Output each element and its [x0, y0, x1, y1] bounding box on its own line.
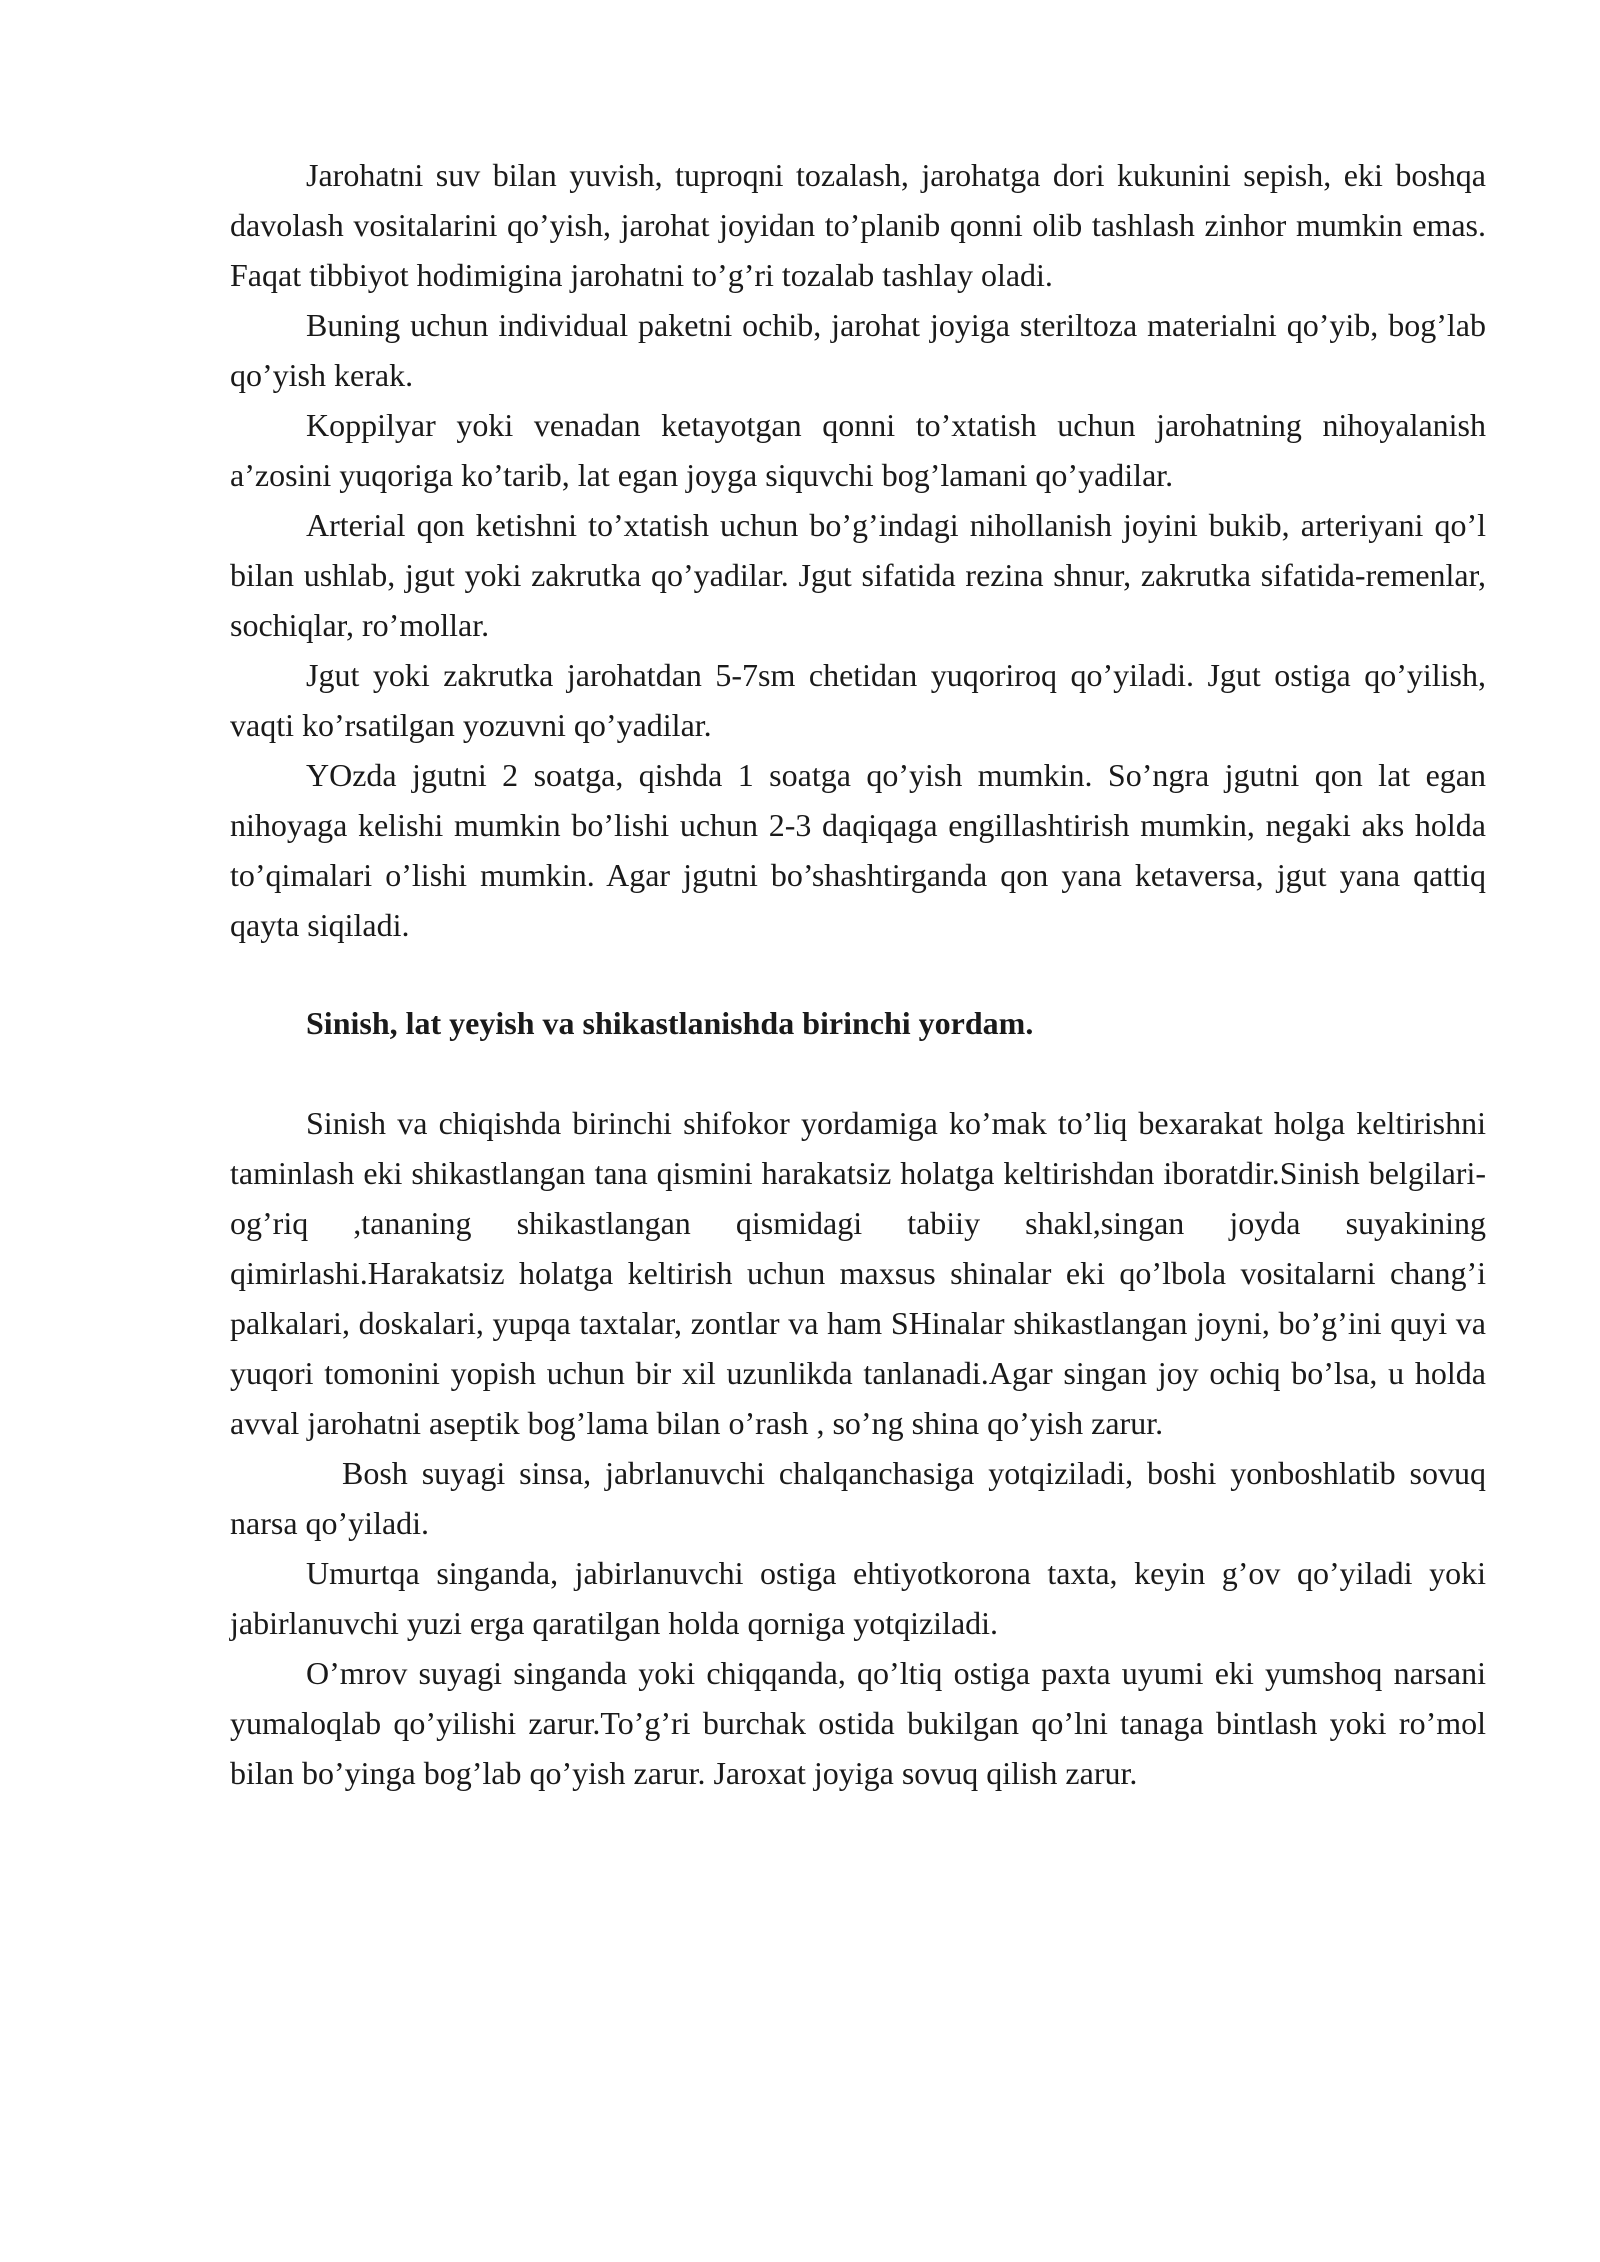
paragraph-fracture-first-aid: Sinish va chiqishda birinchi shifokor yordamiga ko’mak to’liq bexarakat holga keltirishni taminlash eki shikastlangan tana qismini harakatsiz holatga keltirishdan iboratdir.Sinish belgilari-og’riq ,tananing shikastlangan qismidagi tabiiy shakl,singan joyda suyakining qimirlashi.Harakatsiz holatga keltirish uchun maxsus shinalar eki qo’lbola vositalarni chang’i palkalari, doskalari, yupqa taxtalar, zontlar va ham SHinalar shikastlangan joyni, bo’g’ini quyi va yuqori tomonini yopish uchun bir xil uzunlikda tanlanadi.Agar singan joy ochiq bo’lsa, u holda avval jarohatni aseptik bog’lama bilan o’rash , so’ng shina qo’yish zarur. — [230, 1105, 1486, 1441]
paragraph-wound-cleaning: Jarohatni suv bilan yuvish, tuproqni tozalash, jarohatga dori kukunini sepish, eki boshqa davolash vositalarini qo’yish, jarohat joyidan to’planib qonni olib tashlash zinhor mumkin emas. Faqat tibbiyot hodimigina jarohatni to’g’ri tozalab tashlay oladi. — [230, 157, 1486, 293]
paragraph-tourniquet-placement: Jgut yoki zakrutka jarohatdan 5-7sm chetidan yuqoriroq qo’yiladi. Jgut ostiga qo’yilish, vaqti ko’rsatilgan yozuvni qo’yadilar. — [230, 657, 1486, 743]
paragraph-tourniquet-duration: YOzda jgutni 2 soatga, qishda 1 soatga qo’yish mumkin. So’ngra jgutni qon lat egan nihoyaga kelishi mumkin bo’lishi uchun 2-3 daqiqaga engillashtirish mumkin, negaki aks holda to’qimalari o’lishi mumkin. Agar jgutni bo’shashtirganda qon yana ketaversa, jgut yana qattiq qayta siqiladi. — [230, 757, 1486, 943]
paragraph-collarbone-fracture: O’mrov suyagi singanda yoki chiqqanda, qo’ltiq ostiga paxta uyumi eki yumshoq narsani yumaloqlab qo’yilishi zarur.To’g’ri burchak ostida bukilgan qo’lni tanaga bintlash yoki ro’mol bilan bo’yinga bog’lab qo’yish zarur. Jaroxat joyiga sovuq qilish zarur. — [230, 1655, 1486, 1791]
paragraph-spine-fracture: Umurtqa singanda, jabirlanuvchi ostiga ehtiyotkorona taxta, keyin g’ov qo’yiladi yoki jabirlanuvchi yuzi erga qaratilgan holda qorniga yotqiziladi. — [230, 1555, 1486, 1641]
document-page — [230, 150, 1486, 1798]
paragraph-arterial-bleeding: Arterial qon ketishni to’xtatish uchun bo’g’indagi nihollanish joyini bukib, arteriyani qo’l bilan ushlab, jgut yoki zakrutka qo’yadilar. Jgut sifatida rezina shnur, zakrutka sifatida-remenlar, sochiqlar, ro’mollar. — [230, 507, 1486, 643]
paragraph-capillary-bleeding: Koppilyar yoki venadan ketayotgan qonni to’xtatish uchun jarohatning nihoyalanish a’zosini yuqoriga ko’tarib, lat egan joyga siquvchi bog’lamani qo’yadilar. — [230, 407, 1486, 493]
section-heading: Sinish, lat yeyish va shikastlanishda birinchi yordam. — [306, 1005, 1034, 1041]
paragraph-skull-fracture: Bosh suyagi sinsa, jabrlanuvchi chalqanchasiga yotqiziladi, boshi yonboshlatib sovuq narsa qo’yiladi. — [230, 1455, 1486, 1541]
paragraph-individual-packet: Buning uchun individual paketni ochib, jarohat joyiga steriltoza materialni qo’yib, bog’lab qo’yish kerak. — [230, 307, 1486, 393]
